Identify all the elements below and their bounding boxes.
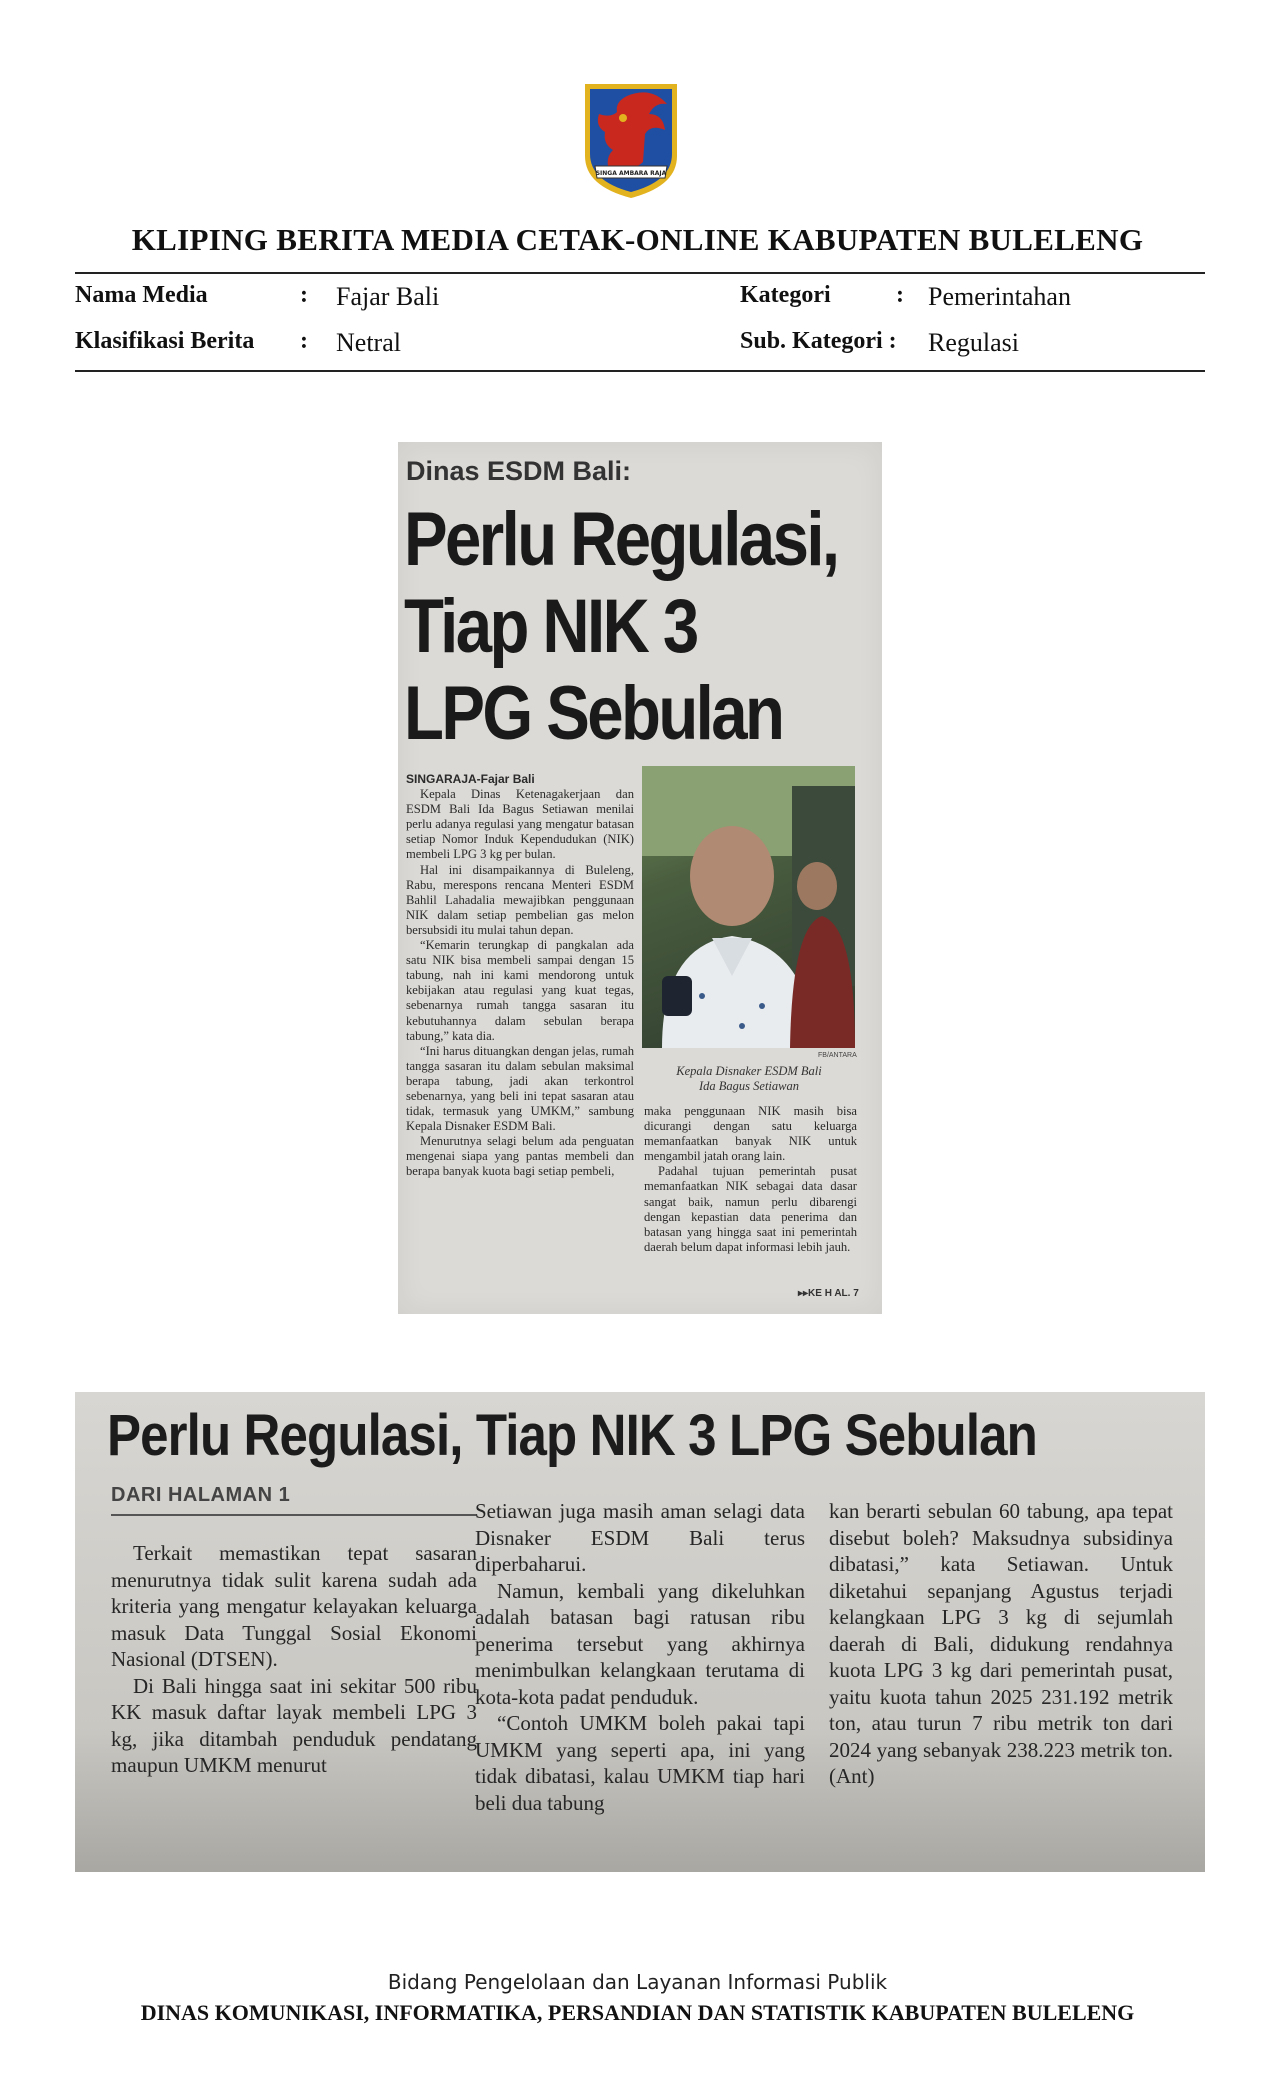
news-classification-label: Klasifikasi Berita	[75, 328, 255, 354]
svg-text:SINGA AMBARA RAJA: SINGA AMBARA RAJA	[595, 170, 667, 177]
continued-on-page-marker: ▸▸KE H AL. 7	[798, 1288, 859, 1299]
footer-agency: DINAS KOMUNIKASI, INFORMATIKA, PERSANDIAN DAN STATISTIK KABUPATEN BULELENG	[140, 2000, 1135, 2025]
article-paragraph: Namun, kembali yang dikeluhkan adalah batasan bagi ratusan ribu penerima tersebut yang akhirnya menimbulkan kelangkaan terutama di kota-kota padat penduduk.	[475, 1578, 805, 1709]
news-classification-colon: :	[300, 328, 308, 354]
article-photo-person	[642, 766, 855, 1048]
sub-category-value: Regulasi	[928, 328, 1019, 357]
article-dateline: SINGARAJA-Fajar Bali	[406, 772, 535, 786]
article-column-left	[406, 772, 634, 1180]
news-classification-value: Netral	[336, 328, 401, 357]
continuation-column-3	[829, 1498, 1173, 1790]
subhead-divider	[111, 1514, 477, 1516]
article-column-right	[644, 1104, 857, 1255]
header-divider-bottom	[75, 370, 1205, 372]
article-paragraph: “Kemarin terungkap di pangkalan ada satu NIK bisa membeli sampai dengan 15 tabung, nah ini kami mendorong untuk kebijakan atau regulasi yang kuat tegas, sebenarnya rumah tangga sasaran itu kebutuhannya dalam sebulan berapa tabung,” kata dia.	[406, 938, 634, 1043]
article-paragraph: Padahal tujuan pemerintah pusat memanfaatkan NIK sebagai data dasar sangat baik, namun perlu dibarengi dengan kepastian data penerima dan batasan yang hingga saat ini pemerintah daerah belum dapat informasi lebih jauh.	[644, 1164, 857, 1254]
article-paragraph: maka penggunaan NIK masih bisa dicurangi dengan satu keluarga memanfaatkan banyak NIK untuk mengambil jatah orang lain.	[644, 1104, 857, 1164]
article-paragraph: Kepala Dinas Ketenagakerjaan dan ESDM Bali Ida Bagus Setiawan menilai perlu adanya regulasi yang mengatur batasan setiap Nomor Induk Kependudukan (NIK) membeli LPG 3 kg per bulan.	[406, 787, 634, 862]
headline-line-1: Perlu Regulasi,	[404, 497, 838, 582]
sub-category-label: Sub. Kategori :	[740, 328, 897, 354]
continued-from-label: DARI HALAMAN 1	[111, 1484, 291, 1506]
page-title: KLIPING BERITA MEDIA CETAK-ONLINE KABUPATEN BULELENG	[131, 222, 1144, 257]
article-kicker: Dinas ESDM Bali:	[406, 456, 632, 486]
headline-line-2: Tiap NIK 3	[404, 584, 697, 669]
article-paragraph: Menurutnya selagi belum ada penguatan mengenai siapa yang pantas membeli dan berapa banyak kuota bagi setiap pembeli,	[406, 1134, 634, 1179]
footer-division: Bidang Pengelolaan dan Layanan Informasi Publik	[387, 1970, 888, 1994]
article-paragraph: “Contoh UMKM boleh pakai tapi UMKM yang seperti apa, ini yang tidak dibatasi, kalau UMKM tiap hari beli dua tabung	[475, 1711, 805, 1815]
media-name-label: Nama Media	[75, 282, 208, 308]
category-value: Pemerintahan	[928, 282, 1071, 311]
article-paragraph: “Ini harus dituangkan dengan jelas, rumah tangga sasaran itu dalam sebulan maksimal berapa tabung, jadi akan terkontrol sebenarnya, yang beli ini tepat sasaran atau tidak, termasuk yang UMKM,” sambung Kepala Disnaker ESDM Bali.	[406, 1043, 634, 1134]
headline-line-3: LPG Sebulan	[404, 671, 783, 756]
article-paragraph: kan berarti sebulan 60 tabung, apa tepat disebut boleh? Maksudnya subsidinya dibatasi,” kata Setiawan. Untuk diketahui sepanjang Agustus terjadi kelangkaan LPG 3 kg di sejumlah daerah di Bali, didukung rendahnya kuota LPG 3 kg dari pemerintah pusat, yaitu kuota tahun 2025 231.192 metrik ton, atau turun 7 ribu metrik ton dari 2024 yang sebanyak 238.223 metrik ton. (Ant)	[829, 1499, 1173, 1788]
newspaper-clipping-continuation	[75, 1392, 1205, 1872]
regency-emblem-logo	[565, 74, 697, 202]
media-name-colon: :	[300, 282, 308, 308]
continuation-column-1	[111, 1540, 477, 1779]
article-paragraph: Setiawan juga masih aman selagi data Disnaker ESDM Bali terus diperbaharui.	[475, 1499, 805, 1576]
photo-caption	[644, 1064, 854, 1094]
article-paragraph: Terkait memastikan tepat sasaran menurutnya tidak sulit karena sudah ada kriteria yang mengatur kelayakan keluarga masuk Data Tunggal Sosial Ekonomi Nasional (DTSEN).	[111, 1541, 477, 1671]
article-paragraph: Hal ini disampaikannya di Buleleng, Rabu, merespons rencana Menteri ESDM Bahlil Lahadalia mewajibkan penggunaan NIK dalam setiap pembelian gas melon bersubsidi itu mulai tahun depan.	[406, 862, 634, 937]
header-divider-top	[75, 272, 1205, 274]
continuation-headline: Perlu Regulasi, Tiap NIK 3 LPG Sebulan	[107, 1403, 1037, 1468]
newspaper-clipping-front-page	[398, 442, 882, 1314]
caption-line-2: Ida Bagus Setiawan	[699, 1079, 799, 1093]
photo-credit: FB/ANTARA	[818, 1052, 857, 1059]
article-paragraph: Di Bali hingga saat ini sekitar 500 ribu KK masuk daftar layak membeli LPG 3 kg, jika ditambah penduduk pendatang maupun UMKM menurut	[111, 1673, 477, 1777]
article-headline	[404, 496, 838, 757]
category-label: Kategori	[740, 282, 831, 308]
continuation-column-2	[475, 1498, 805, 1816]
caption-line-1: Kepala Disnaker ESDM Bali	[676, 1064, 822, 1078]
media-name-value: Fajar Bali	[336, 282, 440, 311]
category-colon: :	[896, 282, 904, 308]
